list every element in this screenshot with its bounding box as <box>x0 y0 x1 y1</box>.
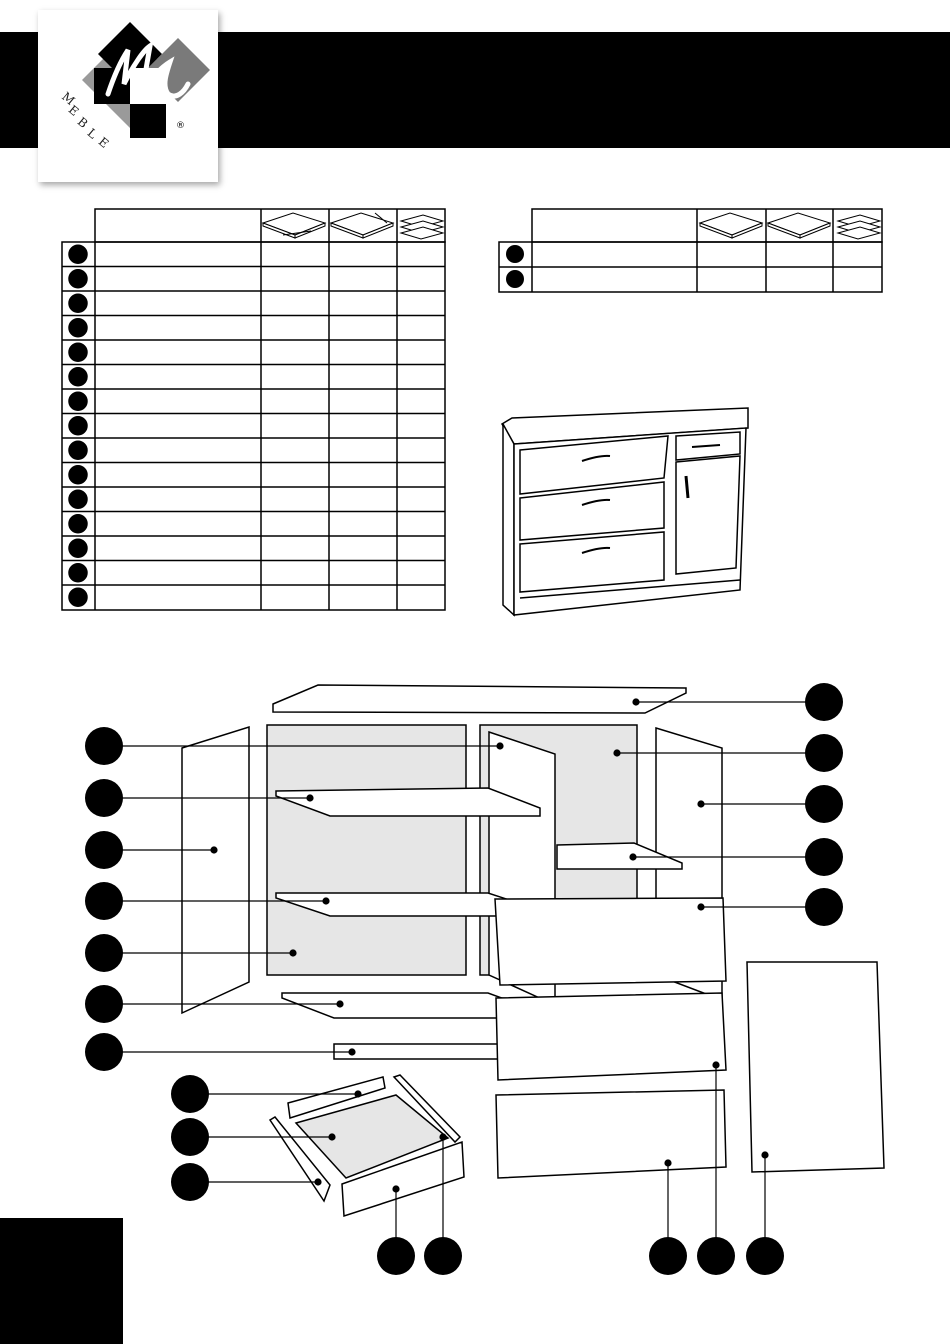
exploded-view <box>182 685 884 1216</box>
row-marker <box>69 343 87 361</box>
row-marker <box>69 588 87 606</box>
length-icon <box>263 213 325 238</box>
length-icon <box>700 213 762 238</box>
assembled-dresser <box>502 408 748 615</box>
row-marker <box>69 490 87 508</box>
registered-mark: ® <box>176 121 185 131</box>
quantity-icon <box>838 215 880 239</box>
row-marker <box>69 319 87 337</box>
row-marker <box>506 245 524 263</box>
logo-letter-l: L <box>84 125 101 143</box>
quantity-icon <box>401 215 443 239</box>
logo-letter-e2: E <box>95 134 113 152</box>
logo-letter-b: B <box>74 114 92 132</box>
row-marker <box>69 270 87 288</box>
row-marker <box>69 245 87 263</box>
row-marker <box>69 515 87 533</box>
width-icon <box>331 213 393 238</box>
row-marker <box>69 466 87 484</box>
parts-table-left <box>62 209 445 610</box>
row-marker <box>69 441 87 459</box>
row-marker <box>69 368 87 386</box>
logo-letter-m: M <box>59 89 79 109</box>
width-icon <box>768 213 830 238</box>
row-marker <box>69 539 87 557</box>
footer-block <box>0 1218 123 1344</box>
row-marker <box>69 417 87 435</box>
row-marker <box>506 270 524 288</box>
row-marker <box>69 564 87 582</box>
row-marker <box>69 294 87 312</box>
logo-letter-e: E <box>65 102 83 120</box>
row-marker <box>69 392 87 410</box>
